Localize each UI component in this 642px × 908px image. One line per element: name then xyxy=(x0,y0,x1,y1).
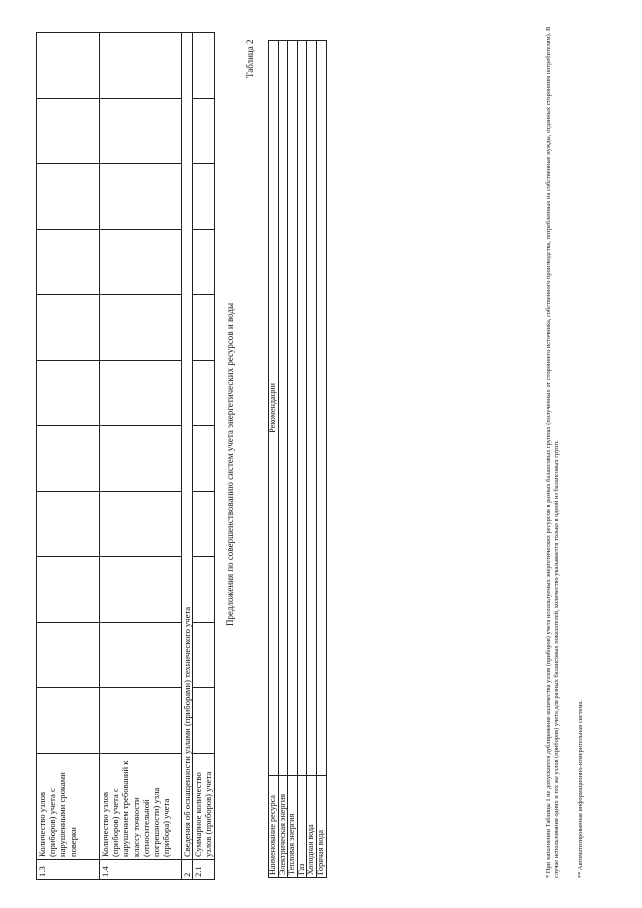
table-row xyxy=(182,33,193,880)
row-number: 2 xyxy=(182,860,193,880)
section-heading: Сведения об оснащенности узлами (приборами) технического учета xyxy=(182,33,193,860)
table-row xyxy=(37,33,100,880)
table-row xyxy=(297,41,307,878)
table-row xyxy=(193,33,214,880)
resource-name: Холодная вода xyxy=(307,776,317,878)
resource-name: Электрическая энергия xyxy=(278,776,288,878)
table-row xyxy=(100,33,182,880)
resource-name: Тепловая энергия xyxy=(288,776,298,878)
metering-table-continuation xyxy=(36,32,215,880)
header-resource: Наименование ресурса xyxy=(269,776,279,878)
table-row xyxy=(278,41,288,878)
header-recommendations: Рекомендации xyxy=(269,41,279,776)
footnote-duplication: * При заполнении Таблицы 1 не допускается дублирование количества узлов (приборов) учета используемых энергетических ресурсов в разных балансовых группах (полученных от стороннего источника, собственного производства, потребленных на собственные нужды, отданных сторонним потребителям). В случае использования одних и тех же узлов (приборов) учета для разных балансовых показателей, количество указывается только в одной из балансовых групп. xyxy=(545,26,561,878)
table-title: Предложения по совершенствованию систем учета энергетических ресурсов и воды xyxy=(225,302,235,626)
row-number: 1.4 xyxy=(100,860,182,880)
row-label: Количество узлов (приборов) учета с нарушением требований к классу точности (относительной погрешности) узла (прибора) учета xyxy=(100,754,182,860)
table-row xyxy=(316,41,326,878)
table-header-row xyxy=(269,41,279,878)
row-number: 2.1 xyxy=(193,860,214,880)
row-label: Суммарное количество узлов (приборов) учета xyxy=(193,754,214,860)
footnote-aiis: ** Автоматизированная информационно-измерительная система. xyxy=(577,700,584,878)
table-row xyxy=(307,41,317,878)
row-number: 1.3 xyxy=(37,860,100,880)
table-caption: Таблица 2 xyxy=(245,39,255,78)
resource-name: Газ xyxy=(297,776,307,878)
row-label: Количество узлов (приборов) учета с нарушенными сроками поверки xyxy=(37,754,100,860)
table-row xyxy=(288,41,298,878)
recommendations-table xyxy=(268,40,327,878)
resource-name: Горячая вода xyxy=(316,776,326,878)
